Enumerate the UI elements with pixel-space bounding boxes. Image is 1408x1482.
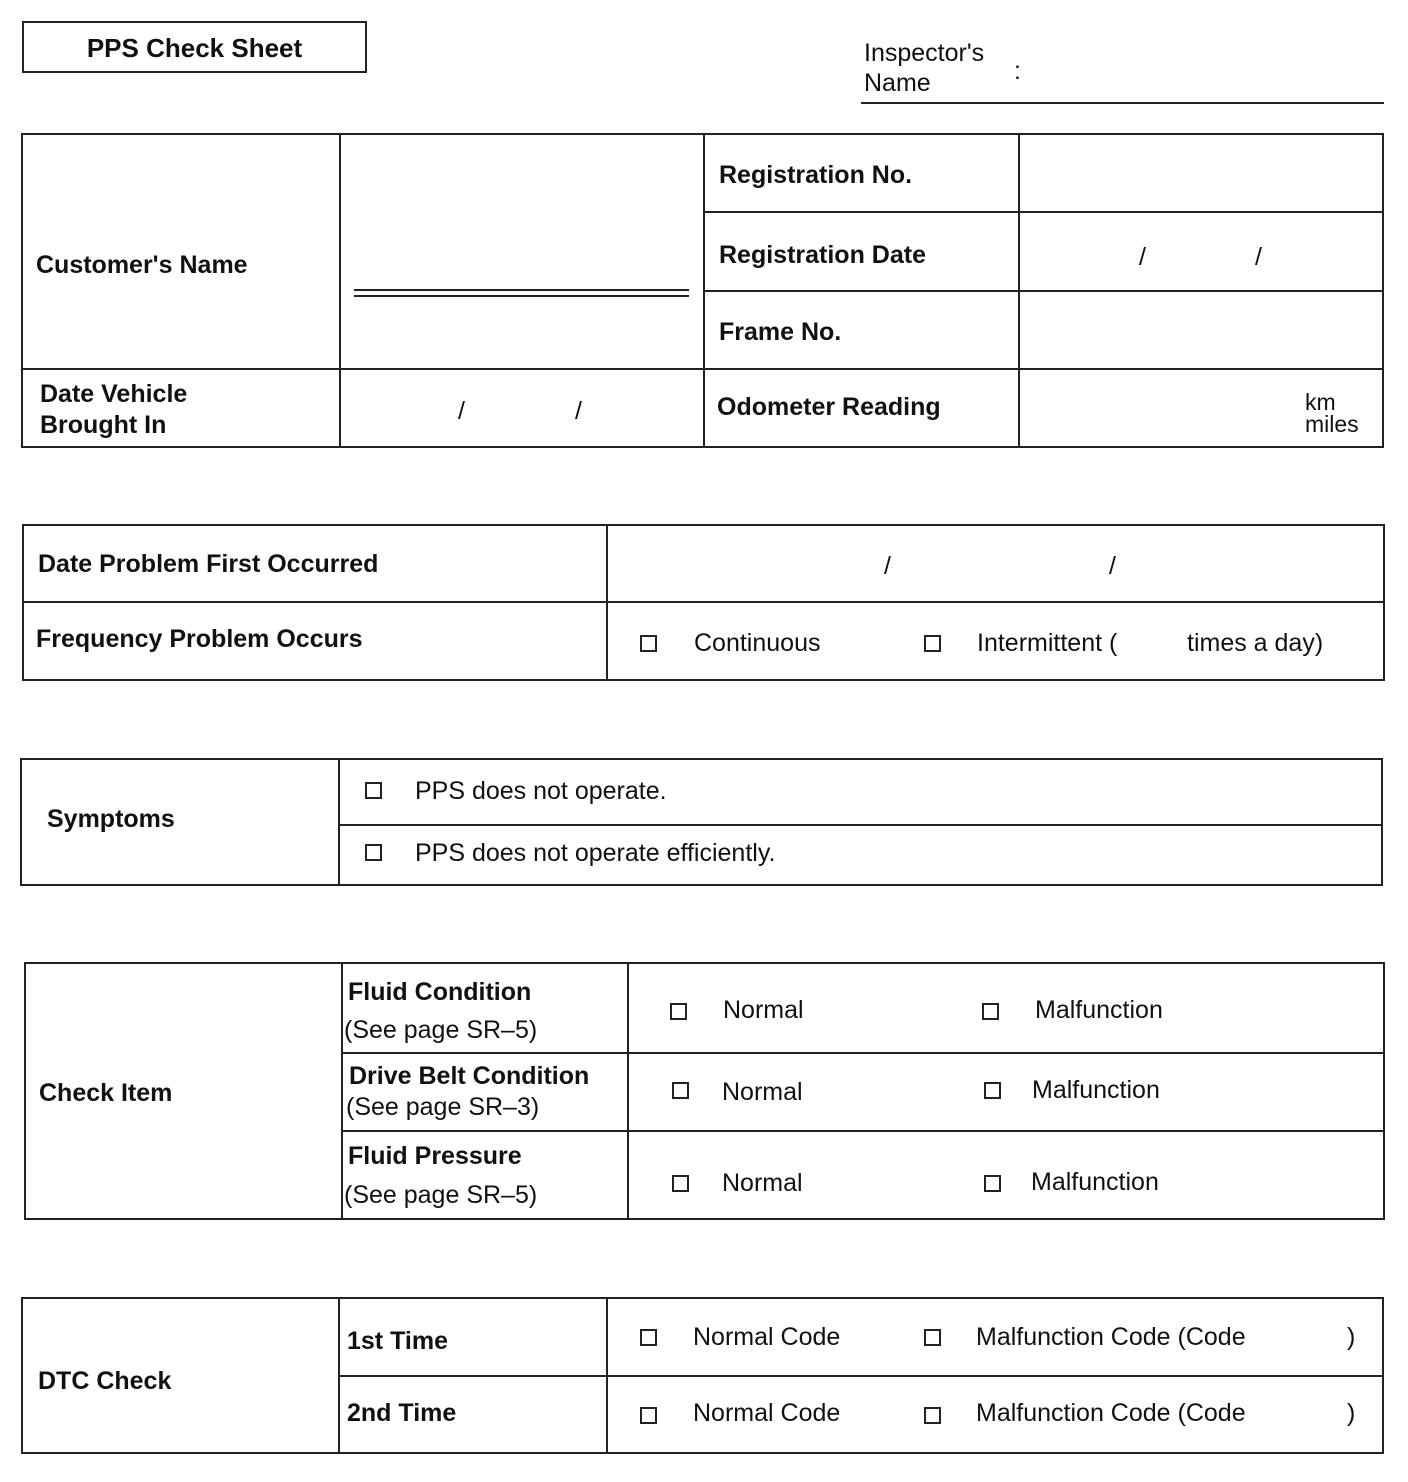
- divider: [22, 601, 1385, 603]
- inspector-name-field[interactable]: [861, 102, 1384, 104]
- fluid-pressure-normal-label: Normal: [722, 1169, 803, 1197]
- frame-no-label: Frame No.: [719, 318, 842, 346]
- divider: [341, 1130, 1385, 1132]
- date-first-occurred-label: Date Problem First Occurred: [38, 550, 379, 578]
- symptom-checkbox-not-efficient[interactable]: [365, 844, 382, 861]
- divider: [339, 133, 341, 448]
- customer-name-label: Customer's Name: [36, 251, 248, 279]
- drive-belt-condition-ref: (See page SR–3): [346, 1093, 540, 1121]
- date-separator: /: [884, 552, 891, 580]
- odometer-label: Odometer Reading: [717, 393, 941, 421]
- fluid-pressure-label: Fluid Pressure: [348, 1142, 522, 1170]
- symptom-not-operate: PPS does not operate.: [415, 777, 667, 805]
- drive-belt-malfunction-checkbox[interactable]: [984, 1082, 1001, 1099]
- fluid-pressure-ref: (See page SR–5): [344, 1181, 538, 1209]
- dtc-1st-normal-label: Normal Code: [693, 1323, 841, 1351]
- date-separator: /: [1109, 552, 1116, 580]
- drive-belt-condition-label: Drive Belt Condition: [349, 1062, 590, 1090]
- divider: [338, 1375, 1384, 1377]
- inspector-label-line2: Name: [864, 69, 931, 97]
- times-a-day-label: times a day): [1187, 629, 1324, 657]
- registration-no-label: Registration No.: [719, 161, 913, 189]
- divider: [341, 962, 343, 1220]
- intermittent-label: Intermittent (: [977, 629, 1118, 657]
- fluid-condition-normal-checkbox[interactable]: [670, 1003, 687, 1020]
- fluid-condition-malfunction-label: Malfunction: [1035, 996, 1163, 1024]
- date-separator: /: [458, 397, 465, 425]
- continuous-checkbox[interactable]: [640, 635, 657, 652]
- date-separator: /: [575, 397, 582, 425]
- dtc-2nd-malfunction-label: Malfunction Code (Code: [976, 1399, 1246, 1427]
- divider: [338, 758, 340, 886]
- check-item-table: [24, 962, 1385, 1220]
- frequency-label: Frequency Problem Occurs: [36, 625, 363, 653]
- dtc-2nd-normal-label: Normal Code: [693, 1399, 841, 1427]
- divider: [703, 211, 1384, 213]
- fluid-pressure-malfunction-checkbox[interactable]: [984, 1175, 1001, 1192]
- drive-belt-normal-label: Normal: [722, 1078, 803, 1106]
- date-brought-in-line1: Date Vehicle: [40, 380, 188, 408]
- fluid-pressure-normal-checkbox[interactable]: [672, 1175, 689, 1192]
- fluid-condition-label: Fluid Condition: [348, 978, 532, 1006]
- continuous-label: Continuous: [694, 629, 821, 657]
- divider: [338, 824, 1383, 826]
- divider: [21, 368, 1384, 370]
- dtc-2nd-malfunction-checkbox[interactable]: [924, 1407, 941, 1424]
- dtc-1st-normal-checkbox[interactable]: [640, 1329, 657, 1346]
- frame-no-field[interactable]: [1020, 292, 1382, 368]
- dtc-2nd-normal-checkbox[interactable]: [640, 1407, 657, 1424]
- inspector-name-label: [864, 38, 984, 98]
- registration-date-label: Registration Date: [719, 241, 926, 269]
- fluid-condition-normal-label: Normal: [723, 996, 804, 1024]
- drive-belt-malfunction-label: Malfunction: [1032, 1076, 1160, 1104]
- date-separator: /: [1255, 243, 1262, 271]
- divider: [341, 1052, 1385, 1054]
- symptoms-label: Symptoms: [47, 805, 175, 833]
- dtc-1st-malfunction-checkbox[interactable]: [924, 1329, 941, 1346]
- dtc-1st-time-label: 1st Time: [347, 1327, 448, 1355]
- unit-miles: miles: [1305, 411, 1359, 437]
- page-title: PPS Check Sheet: [86, 33, 303, 63]
- customer-name-field[interactable]: [354, 289, 689, 291]
- registration-no-field[interactable]: [1020, 135, 1382, 211]
- check-item-label: Check Item: [39, 1079, 173, 1107]
- date-separator: /: [1139, 243, 1146, 271]
- intermittent-checkbox[interactable]: [924, 635, 941, 652]
- fluid-condition-malfunction-checkbox[interactable]: [982, 1003, 999, 1020]
- dtc-2nd-time-label: 2nd Time: [347, 1399, 457, 1427]
- dtc-1st-malfunction-label: Malfunction Code (Code: [976, 1323, 1246, 1351]
- dtc-check-label: DTC Check: [38, 1367, 172, 1395]
- drive-belt-normal-checkbox[interactable]: [672, 1082, 689, 1099]
- dtc-1st-close-paren: ): [1347, 1323, 1356, 1351]
- symptom-checkbox-not-operate[interactable]: [365, 782, 382, 799]
- inspector-colon: :: [1014, 57, 1021, 85]
- fluid-condition-ref: (See page SR–5): [344, 1016, 538, 1044]
- customer-name-field-underline: [354, 295, 689, 297]
- date-brought-in-label: [40, 379, 187, 441]
- unit-km: km: [1305, 389, 1336, 415]
- dtc-2nd-close-paren: ): [1347, 1399, 1356, 1427]
- date-brought-in-line2: Brought In: [40, 411, 167, 439]
- inspector-label-line1: Inspector's: [864, 39, 985, 67]
- symptom-not-efficient: PPS does not operate efficiently.: [415, 839, 776, 867]
- fluid-pressure-malfunction-label: Malfunction: [1031, 1168, 1159, 1196]
- divider: [627, 962, 629, 1220]
